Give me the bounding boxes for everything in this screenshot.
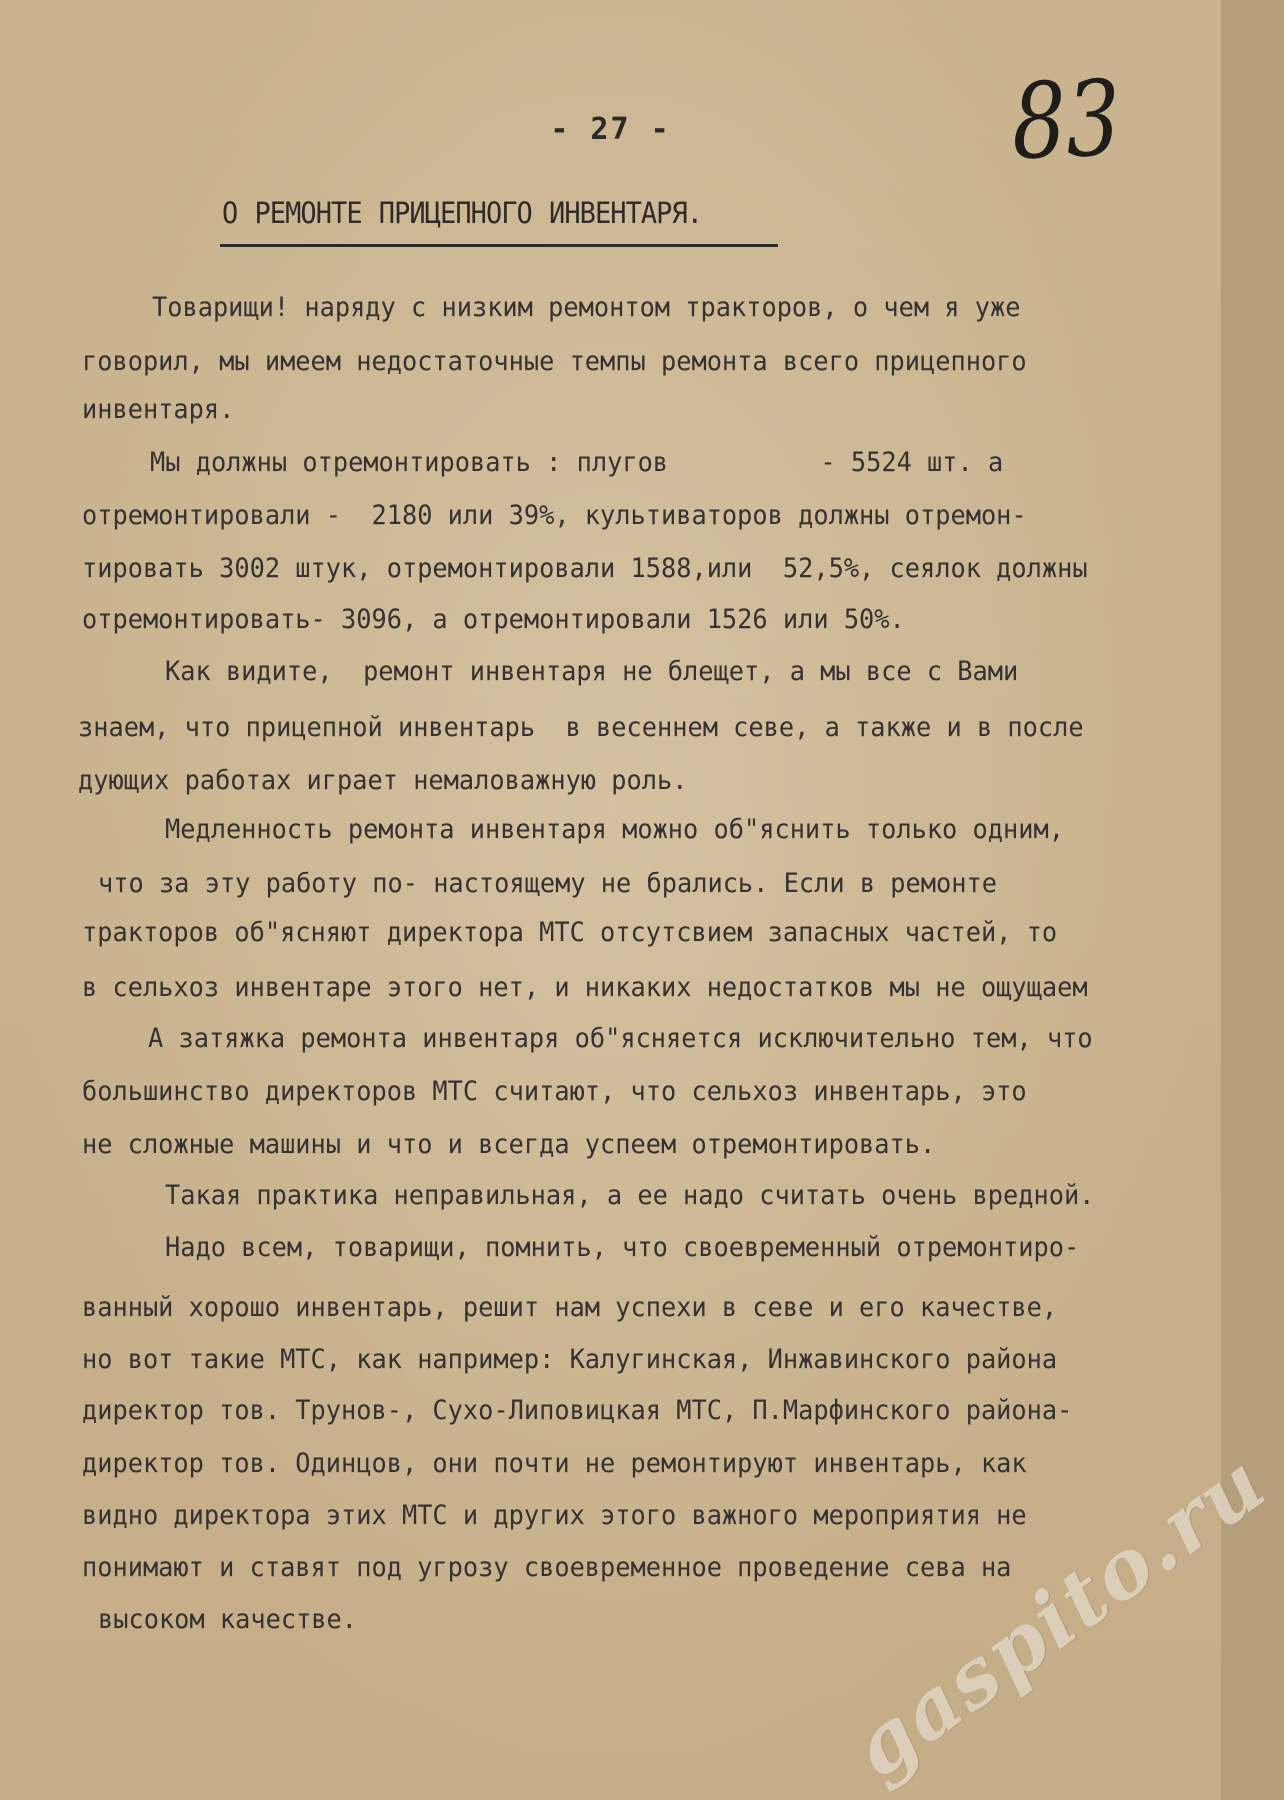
body-line: в сельхоз инвентаре этого нет, и никаких недостатков мы не ощущаем	[82, 972, 1088, 1003]
body-line: ванный хорошо инвентарь, решит нам успехи в севе и его качестве,	[82, 1292, 1058, 1323]
body-line: Как видите, ремонт инвентаря не блещет, а мы все с Вами	[165, 656, 1019, 687]
body-line: понимают и ставят под угрозу своевременное проведение сева на	[82, 1552, 1012, 1583]
body-line: Такая практика неправильная, а ее надо считать очень вредной.	[165, 1180, 1095, 1211]
body-line: знаем, что прицепной инвентарь в весеннем севе, а также и в после	[78, 712, 1084, 743]
body-line: что за эту работу по- настоящему не брались. Если в ремонте	[98, 868, 997, 899]
body-line: отремонтировали - 2180 или 39%, культиваторов должны отремон-	[82, 500, 1027, 531]
body-line: видно директора этих МТС и других этого важного мероприятия не	[82, 1500, 1027, 1531]
body-line: дующих работах играет немаловажную роль.	[78, 765, 688, 796]
body-line: Мы должны отремонтировать : плугов - 5524 шт. а	[150, 447, 1004, 478]
section-heading: О РЕМОНТЕ ПРИЦЕПНОГО ИНВЕНТАРЯ.	[222, 196, 703, 230]
body-line: директор тов. Одинцов, они почти не ремонтируют инвентарь, как	[82, 1448, 1027, 1479]
body-line: Медленность ремонта инвентаря можно об"яснить только одним,	[165, 814, 1064, 845]
body-line: высоком качестве.	[98, 1604, 358, 1635]
body-line: Товарищи! наряду с низким ремонтом тракторов, о чем я уже	[152, 292, 1021, 323]
watermark: gaspito.ru	[835, 1434, 1284, 1797]
page-number: - 27 -	[550, 112, 671, 147]
body-line: Надо всем, товарищи, помнить, что своевременный отремонтиро-	[165, 1232, 1080, 1263]
body-line: тировать 3002 штук, отремонтировали 1588,или 52,5%, сеялок должны	[82, 553, 1088, 584]
body-line: но вот такие МТС, как например: Калугинская, Инжавинского района	[82, 1344, 1058, 1375]
archive-sheet-number: 83	[1009, 57, 1123, 183]
body-line: отремонтировать- 3096, а отремонтировали 1526 или 50%.	[82, 604, 905, 635]
heading-underline	[220, 244, 778, 247]
body-line: тракторов об"ясняют директора МТС отсутсвием запасных частей, то	[82, 917, 1058, 948]
body-line: инвентаря.	[82, 394, 235, 425]
body-line: говорил, мы имеем недостаточные темпы ремонта всего прицепного	[82, 346, 1027, 377]
body-line: большинство директоров МТС считают, что сельхоз инвентарь, это	[82, 1076, 1027, 1107]
body-line: А затяжка ремонта инвентаря об"ясняется исключительно тем, что	[148, 1023, 1093, 1054]
body-line: директор тов. Трунов-, Сухо-Липовицкая МТС, П.Марфинского района-	[82, 1395, 1073, 1426]
body-line: не сложные машины и что и всегда успеем отремонтировать.	[82, 1129, 936, 1160]
